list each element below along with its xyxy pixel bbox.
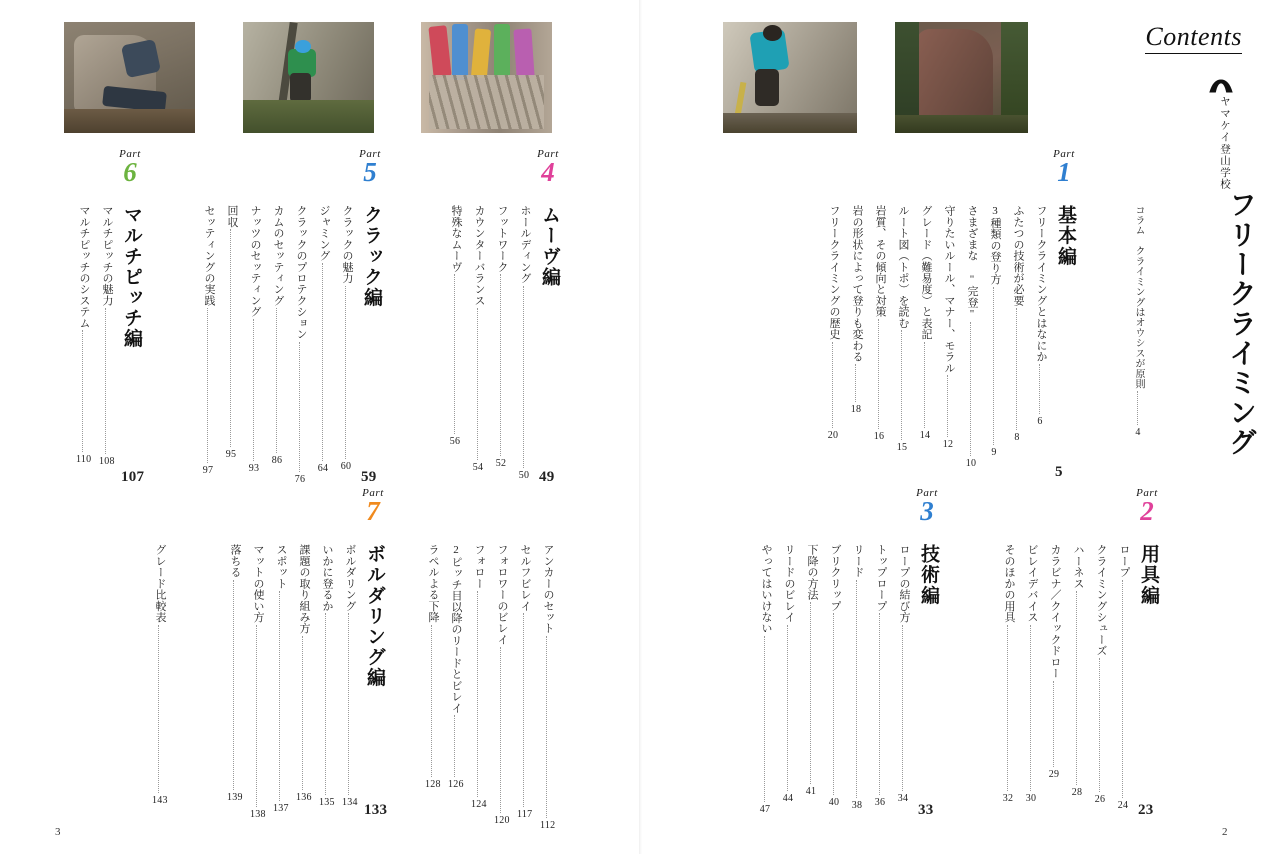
toc-entry (826, 205, 840, 441)
entry-label: ビレイデバイス (1026, 544, 1038, 623)
page-number: 36 (874, 797, 886, 809)
part-7-heading (349, 487, 397, 525)
entry-label: ナッツのセッティング (249, 205, 261, 318)
entry-label: ボルダリング (344, 544, 356, 612)
entry-label: ジャミング (318, 205, 330, 262)
page-number: 52 (495, 458, 507, 470)
entry-label: セッティングの実践 (203, 205, 215, 306)
entry-label: ふたつの技術が必要 (1012, 205, 1024, 306)
page-number: 124 (471, 798, 487, 810)
toc-entry (849, 205, 863, 415)
page-number: 49 (539, 469, 555, 485)
entry-label: やってはいけない (760, 544, 772, 634)
entry-label: 2ピッチ目以降のリードとビレイ (450, 544, 462, 714)
entry-label: そのほかの用具 (1003, 544, 1015, 623)
entry-label: ロープ (1118, 544, 1130, 578)
toc-entry (270, 205, 284, 466)
part-2-heading (1123, 487, 1171, 525)
page-number: 86 (271, 454, 283, 466)
toc-entry (1047, 544, 1061, 780)
part-6-heading (106, 148, 154, 186)
part-number: 5 (363, 157, 377, 187)
toc-entry (247, 205, 261, 474)
contents-label: Contents (1145, 22, 1242, 51)
entry-label: カラビナ／クイックドロー (1049, 544, 1061, 679)
toc-entry (964, 205, 978, 469)
publisher-label: ヤマケイ登山学校 (1219, 96, 1230, 191)
section-title-multipitch: マルチピッチ編 (121, 205, 142, 349)
entry-label: セルフビレイ (519, 544, 531, 612)
page-number: 6 (1037, 416, 1043, 428)
grade-table-entry (152, 544, 166, 806)
part-number: 7 (366, 496, 380, 526)
photo-crag (895, 22, 1028, 133)
photo-bouldering (64, 22, 195, 133)
page-number: 38 (851, 799, 863, 811)
folio-left: 3 (55, 826, 61, 838)
toc-entry (250, 544, 264, 820)
entry-label: ルート図（トポ）を読む (897, 205, 909, 329)
entry-label: 落ちる (229, 544, 241, 578)
page-number: 60 (340, 460, 352, 472)
entry-label: フットワーク (496, 205, 508, 273)
toc-entry (873, 544, 887, 808)
toc-entry (227, 544, 241, 803)
page-number: 23 (1138, 802, 1154, 818)
page-number: 76 (294, 473, 306, 485)
section-title-crack: クラック編 (361, 205, 382, 308)
entry-label: 特殊なムーヴ (450, 205, 462, 273)
entry-label: フリークライミングの歴史 (828, 205, 840, 340)
entry-label: トップロープ (875, 544, 887, 612)
toc-entry (941, 205, 955, 450)
toc-entry (1116, 544, 1130, 811)
page-number: 34 (897, 792, 909, 804)
page-number: 64 (317, 463, 329, 475)
page-number: 32 (1002, 792, 1014, 804)
toc-entry (918, 205, 932, 441)
toc-entry (319, 544, 333, 808)
entry-label: リード (852, 544, 864, 578)
toc-entry (296, 544, 310, 803)
part-3-heading (903, 487, 951, 525)
page-number: 26 (1094, 794, 1106, 806)
page-number: 16 (873, 431, 885, 443)
toc-entry (471, 205, 485, 473)
entry-label: 回収 (226, 205, 238, 228)
page-number: 134 (342, 797, 358, 809)
page-number: 95 (225, 449, 237, 461)
toc-entry (1070, 544, 1084, 798)
entry-label: いかに登るか (321, 544, 333, 612)
page-number: 8 (1014, 431, 1020, 443)
section-title-bouldering: ボルダリング編 (364, 544, 385, 688)
page-number: 50 (518, 469, 530, 481)
toc-entry (293, 205, 307, 485)
entry-label: フォロワーのビレイ (496, 544, 508, 645)
page-number: 5 (1055, 464, 1063, 480)
entry-label: カウンターバランス (473, 205, 485, 306)
toc-entry (758, 544, 772, 815)
page-number: 112 (540, 819, 556, 831)
photo-crack-climb (243, 22, 374, 133)
entry-label: フォロー (473, 544, 485, 589)
toc-entry (804, 544, 818, 797)
entry-label: カムのセッティング (272, 205, 284, 306)
follower-belay-entry (494, 544, 508, 826)
rappel-entry (425, 544, 439, 790)
entry-label: 下降の方法 (806, 544, 818, 601)
page-number: 47 (759, 803, 771, 815)
page-number: 135 (319, 797, 335, 809)
part-word: Part (359, 148, 381, 160)
page-number: 30 (1025, 792, 1037, 804)
entry-label: 岩質、その傾向と対策 (874, 205, 886, 318)
page-number: 110 (76, 454, 92, 466)
entry-label: 課題の取り組み方 (298, 544, 310, 634)
part-word: Part (1053, 148, 1075, 160)
entry-label: マルチピッチの魅力 (101, 205, 113, 306)
page-number: 59 (361, 469, 377, 485)
section-title-move: ムーヴ編 (539, 205, 560, 288)
page-number: 40 (828, 797, 840, 809)
toc-entry (224, 205, 238, 460)
toc-entry (342, 544, 356, 808)
page-number: 20 (827, 429, 839, 441)
toc-entry (1010, 205, 1024, 443)
entry-label: スポット (275, 544, 287, 589)
page-number: 117 (517, 809, 533, 821)
page-title: フリークライミング (1225, 190, 1256, 458)
page-number: 138 (250, 808, 266, 820)
self-belay-entry (517, 544, 531, 820)
page-number: 44 (782, 792, 794, 804)
entry-label: マットの使い方 (252, 544, 264, 623)
page-number: 18 (850, 404, 862, 416)
contents-heading (1145, 22, 1242, 54)
toc-entry (1024, 544, 1038, 804)
part-number: 4 (541, 157, 555, 187)
toc-entry (827, 544, 841, 808)
page-number: 41 (805, 786, 817, 798)
entry-label: ブリクリップ (829, 544, 841, 612)
toc-entry (1001, 544, 1015, 804)
anchor-entry (540, 544, 554, 831)
toc-entry (339, 205, 353, 472)
page-number: 133 (364, 802, 388, 818)
toc-entry (987, 205, 1001, 458)
part-number: 6 (123, 157, 137, 187)
toc-entry (872, 205, 886, 442)
entry-label: クラックの魅力 (341, 205, 353, 284)
toc-entry (895, 205, 909, 453)
toc-entry (448, 205, 462, 447)
toc-entry (316, 205, 330, 474)
page-number: 128 (425, 778, 441, 790)
entry-label: 守りたいルール、マナー、モラル (943, 205, 955, 374)
entry-label: クライミングシューズ (1095, 544, 1107, 657)
part-word: Part (119, 148, 141, 160)
part-number: 3 (920, 496, 934, 526)
page-number: 54 (472, 461, 484, 473)
entry-label: クラックのプロテクション (295, 205, 307, 340)
entry-label: リードのビレイ (783, 544, 795, 623)
page-number: 108 (99, 455, 115, 467)
page-number: 120 (494, 814, 510, 826)
entry-label: ホールディング (519, 205, 531, 284)
folio-right: 2 (1222, 826, 1228, 838)
toc-entry (781, 544, 795, 804)
page-number: 126 (448, 779, 464, 791)
entry-label: コラム クライミングはオウシスが原則 (1133, 205, 1144, 389)
part-word: Part (537, 148, 559, 160)
part-4-heading (524, 148, 572, 186)
photo-lead-climb (723, 22, 857, 133)
part-word: Part (1136, 487, 1158, 499)
part-number: 2 (1140, 496, 1154, 526)
entry-label: マルチピッチのシステム (78, 205, 90, 329)
toc-entry (494, 205, 508, 469)
page-number: 93 (248, 463, 260, 475)
page-number: 15 (896, 442, 908, 454)
entry-label: 3種類の登り方 (989, 205, 1001, 285)
page-number: 29 (1048, 768, 1060, 780)
toc-entry (517, 205, 531, 481)
page-number: 56 (449, 436, 461, 448)
follow-entry (471, 544, 485, 810)
section-title-basic: 基本編 (1055, 205, 1076, 267)
entry-label: さまざまな "完登" (966, 205, 978, 321)
part-word: Part (916, 487, 938, 499)
page-number: 33 (918, 802, 934, 818)
entry-label: ラペルよる下降 (427, 544, 439, 623)
page-number: 97 (202, 464, 214, 476)
mountain-logo-icon (1208, 78, 1234, 94)
page-number: 137 (273, 802, 289, 814)
section-title-gear: 用具編 (1138, 544, 1159, 606)
contents-underline (1145, 53, 1242, 54)
part-5-heading (346, 148, 394, 186)
toc-entry (76, 205, 90, 465)
toc-entry (99, 205, 113, 467)
page-number: 143 (152, 794, 168, 806)
toc-entry (896, 544, 910, 804)
entry-label: 岩の形状によって登りも変わる (851, 205, 863, 363)
pitch2-entry (448, 544, 462, 790)
section-title-technique: 技術編 (918, 544, 939, 606)
page-number: 12 (942, 439, 954, 451)
page-number: 107 (121, 469, 145, 485)
page-number: 24 (1117, 799, 1129, 811)
page-number: 4 (1135, 426, 1141, 438)
page-number: 10 (965, 458, 977, 470)
entry-label: アンカーのセット (542, 544, 554, 634)
entry-label: グレード比較表 (154, 544, 166, 623)
page-number: 9 (991, 446, 997, 458)
entry-label: ハーネス (1072, 544, 1084, 589)
toc-entry (1093, 544, 1107, 805)
part-number: 1 (1057, 157, 1071, 187)
photo-gear-rack (421, 22, 552, 133)
page-number: 14 (919, 429, 931, 441)
toc-entry (850, 544, 864, 811)
page-number: 28 (1071, 786, 1083, 798)
toc-entry (1033, 205, 1047, 427)
toc-entry (273, 544, 287, 814)
page-number: 136 (296, 791, 312, 803)
part-word: Part (362, 487, 384, 499)
entry-label: グレード（難易度）と表記 (920, 205, 932, 340)
entry-label: ロープの結び方 (898, 544, 910, 623)
part-1-heading (1040, 148, 1088, 186)
entry-label: フリークライミングとはなにか (1035, 205, 1047, 363)
page-number: 139 (227, 791, 243, 803)
spine-shadow (639, 0, 642, 854)
column-entry (1131, 205, 1145, 438)
toc-entry (201, 205, 215, 476)
